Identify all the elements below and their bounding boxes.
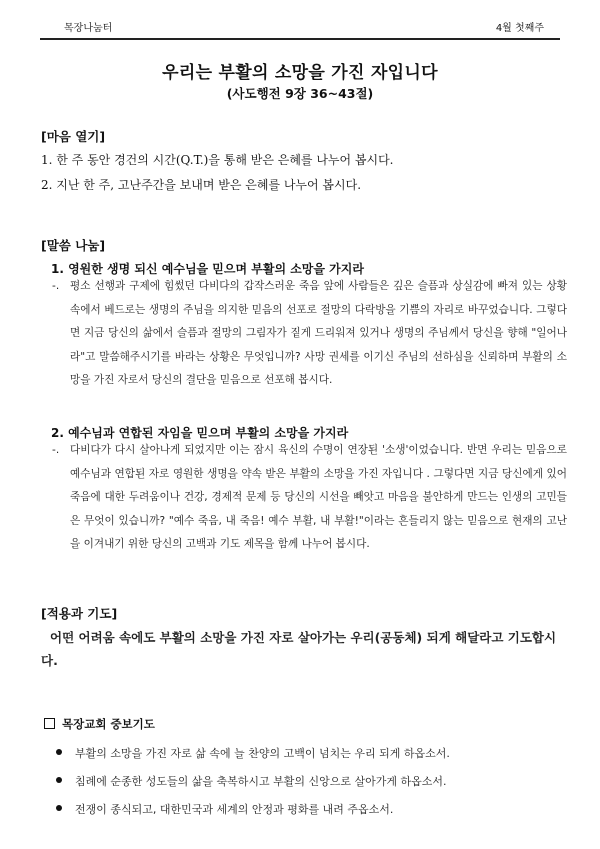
dash-marker: -. — [52, 280, 60, 292]
checkbox-square-icon — [44, 718, 55, 729]
word-point-2-text: 다비다가 다시 살아나게 되었지만 이는 잠시 육신의 수명이 연장된 '소생'이었습니다. 반면 우리는 믿음으로 예수님과 연합된 자로 영원한 생명을 약속 받은 부활의 소망을 가진 자입니다 . 그렇다면 지금 당신에게 있어 죽음에 대한 두려움이나 건강, 경제적 문제 등 당신의 시선을 빼앗고 마음을 불안하게 만드는 인생의 고민들은 무엇이 있습니까? "예수 죽음, 내 죽음! 예수 부활, 내 부활!"이라는 흔들리지 않는 믿음으로 현재의 고난을 이겨내기 위한 당신의 고백과 기도 제목을 함께 나누어 봅시다. — [70, 444, 567, 550]
bullet-icon — [56, 749, 62, 755]
prayer-item-text: 부활의 소망을 가진 자로 삶 속에 늘 찬양의 고백이 넘치는 우리 되게 하옵소서. — [75, 747, 450, 760]
apply-text: 어떤 어려움 속에도 부활의 소망을 가진 자로 살아가는 우리(공동체) 되게 해달라고 기도합시다. — [41, 630, 557, 668]
apply-heading: [적용과 기도] — [41, 606, 118, 621]
word-point-1-text: 평소 선행과 구제에 힘썼던 다비다의 갑작스러운 죽음 앞에 사람들은 깊은 슬픔과 상실감에 빠져 있는 상황속에서 베드로는 생명의 주님을 의지한 믿음의 선포로 절망의 다락방을 기쁨의 자리로 바꾸었습니다. 그렇다면 지금 당신의 삶에서 슬픔과 절망의 그림자가 짙게 드리워져 있거나 생명의 주님께서 당신을 향해 "일어나라"고 말씀해주시기를 바라는 상황은 무엇입니까? 사망 권세를 이기신 주님의 선하심을 신뢰하며 부활의 소망을 가진 자로서 당신의 결단을 믿음으로 선포해 봅시다. — [70, 280, 567, 386]
prayer-heading-label: 목장교회 중보기도 — [62, 717, 155, 731]
word-heading: [말씀 나눔] — [41, 238, 106, 253]
prayer-item-text: 침례에 순종한 성도들의 삶을 축복하시고 부활의 신앙으로 살아가게 하옵소서. — [75, 775, 447, 788]
dash-marker: -. — [52, 444, 60, 456]
open-item-1: 1. 한 주 동안 경건의 시간(Q.T.)을 통해 받은 은혜를 나누어 봅시다. — [41, 153, 394, 167]
page-title: 우리는 부활의 소망을 가진 자입니다 — [162, 63, 438, 83]
open-item-2: 2. 지난 한 주, 고난주간을 보내며 받은 은혜를 나누어 봅시다. — [41, 178, 362, 192]
page-subtitle: (사도행전 9장 36~43절) — [226, 86, 374, 101]
header-left: 목장나눔터 — [64, 23, 113, 34]
prayer-item — [56, 801, 393, 817]
word-point-2-title: 2. 예수님과 연합된 자임을 믿으며 부활의 소망을 가지라 — [51, 426, 349, 440]
prayer-item — [56, 745, 450, 761]
bullet-icon — [56, 805, 62, 811]
prayer-heading — [44, 716, 155, 732]
header-right: 4월 첫째주 — [495, 23, 544, 34]
word-point-1-title: 1. 영원한 생명 되신 예수님을 믿으며 부활의 소망을 가지라 — [51, 262, 364, 276]
prayer-item — [56, 773, 447, 789]
bullet-icon — [56, 777, 62, 783]
open-heading: [마음 열기] — [41, 129, 106, 144]
word-point-2-body — [52, 439, 567, 557]
word-point-1-body — [52, 275, 567, 393]
prayer-item-text: 전쟁이 종식되고, 대한민국과 세계의 안정과 평화를 내려 주옵소서. — [75, 803, 394, 816]
page-header — [40, 14, 560, 40]
